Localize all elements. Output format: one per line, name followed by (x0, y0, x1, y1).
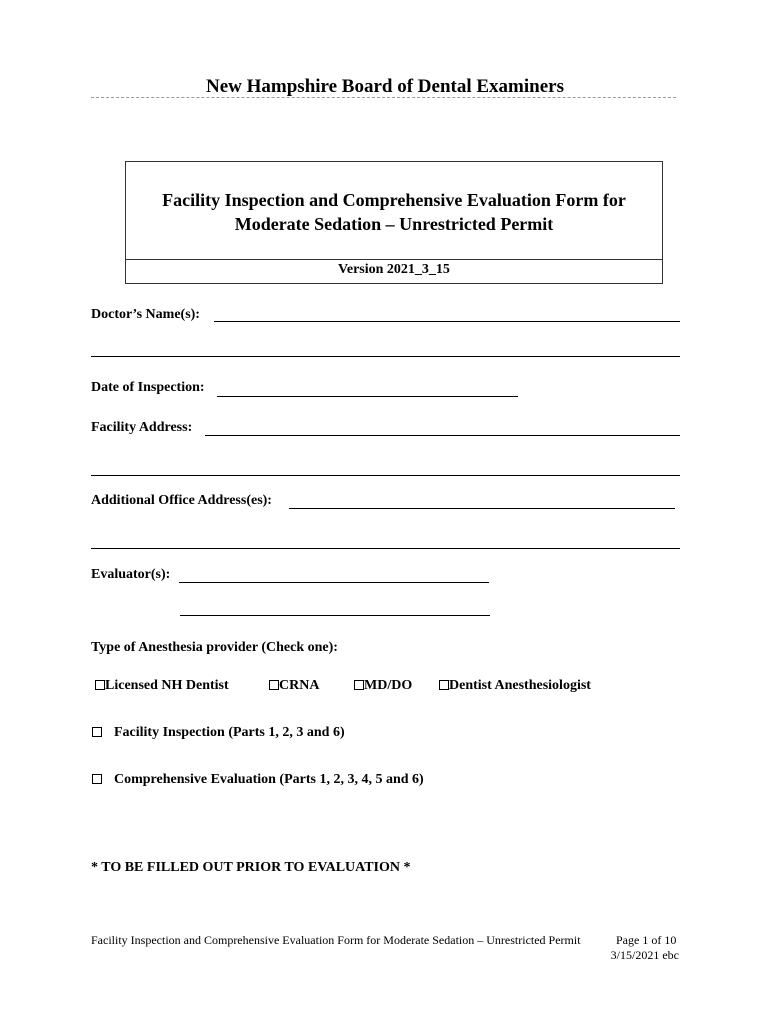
version-label: Version 2021_3_15 (338, 262, 450, 277)
form-title (126, 188, 662, 236)
header-rule (91, 97, 676, 98)
option-label: CRNA (279, 678, 320, 693)
footer-page-number: Page 1 of 10 (616, 933, 677, 947)
additional-office-address-label: Additional Office Address(es): (91, 493, 272, 508)
option-md-do[interactable] (354, 678, 412, 694)
date-of-inspection-label: Date of Inspection: (91, 380, 205, 395)
comprehensive-evaluation-option[interactable] (92, 772, 424, 788)
doctor-name-label: Doctor’s Name(s): (91, 307, 200, 322)
facility-address-field[interactable] (205, 435, 680, 436)
board-title: New Hampshire Board of Dental Examiners (206, 76, 564, 97)
facility-address-field-line-2[interactable] (91, 475, 680, 476)
form-title-line-1: Facility Inspection and Comprehensive Evaluation Form for (162, 190, 626, 210)
facility-inspection-label: Facility Inspection (Parts 1, 2, 3 and 6) (114, 725, 345, 740)
checkbox-icon[interactable] (92, 774, 102, 784)
prior-to-evaluation-notice: * TO BE FILLED OUT PRIOR TO EVALUATION * (91, 860, 411, 875)
checkbox-icon[interactable] (354, 680, 364, 690)
footer-document-title: Facility Inspection and Comprehensive Evaluation Form for Moderate Sedation – Unrestricted Permit (91, 933, 581, 947)
option-crna[interactable] (269, 678, 319, 694)
form-title-box (125, 161, 663, 284)
checkbox-icon[interactable] (269, 680, 279, 690)
option-licensed-nh-dentist[interactable] (95, 678, 229, 694)
doctor-name-field-line-2[interactable] (91, 356, 680, 357)
checkbox-icon[interactable] (92, 727, 102, 737)
date-of-inspection-field[interactable] (217, 396, 518, 397)
checkbox-icon[interactable] (439, 680, 449, 690)
additional-office-address-field-line-2[interactable] (91, 548, 680, 549)
evaluator-field-2[interactable] (180, 615, 490, 616)
option-label: Dentist Anesthesiologist (449, 678, 591, 693)
provider-type-question: Type of Anesthesia provider (Check one): (91, 640, 338, 655)
doctor-name-field[interactable] (214, 321, 680, 322)
footer-date-code: 3/15/2021 ebc (610, 948, 679, 962)
additional-office-address-field[interactable] (289, 508, 675, 509)
option-label: MD/DO (364, 678, 413, 693)
comprehensive-evaluation-label: Comprehensive Evaluation (Parts 1, 2, 3, 4, 5 and 6) (114, 772, 424, 787)
evaluator-field-1[interactable] (179, 582, 489, 583)
evaluators-label: Evaluator(s): (91, 567, 171, 582)
form-title-line-2: Moderate Sedation – Unrestricted Permit (234, 214, 554, 234)
option-label: Licensed NH Dentist (105, 678, 229, 693)
facility-inspection-option[interactable] (92, 725, 345, 741)
title-box-divider (126, 259, 662, 260)
option-dentist-anesthesiologist[interactable] (439, 678, 591, 694)
checkbox-icon[interactable] (95, 680, 105, 690)
facility-address-label: Facility Address: (91, 420, 193, 435)
